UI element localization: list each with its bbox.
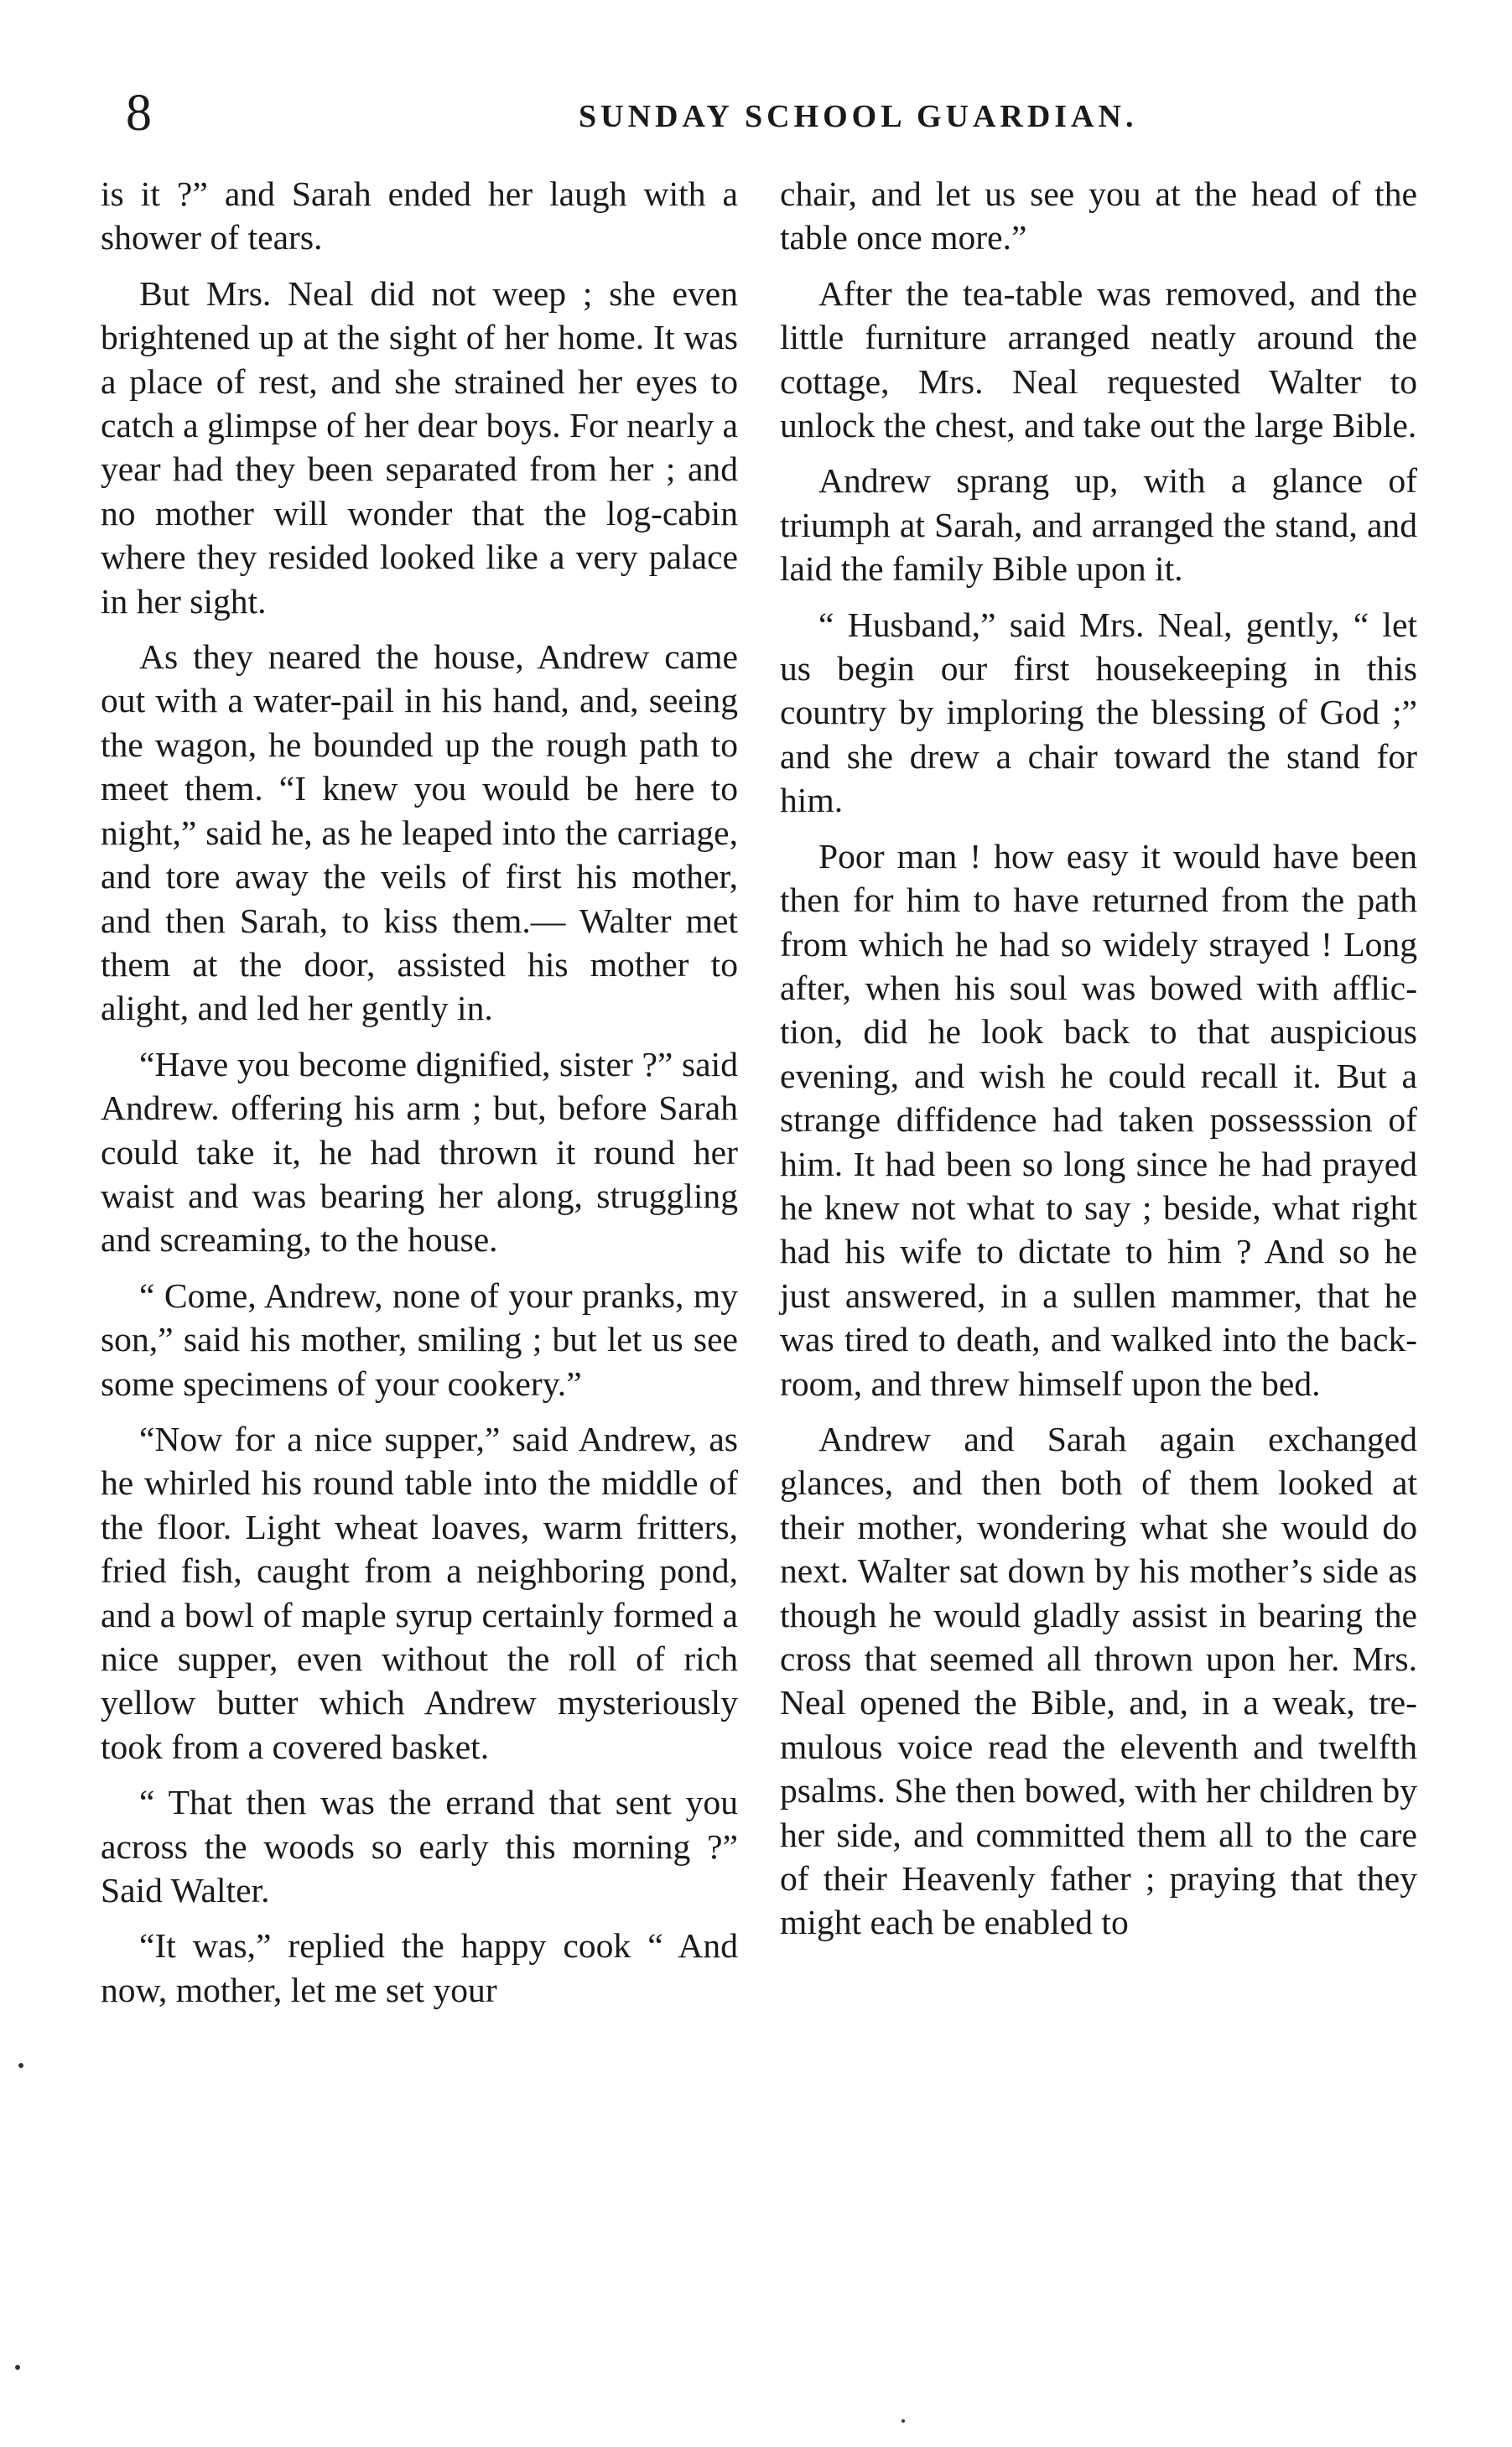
- paragraph: “Now for a nice supper,” said Andrew, as he whirled his round table into the middle of the floor. Light wheat loaves, warm fritters, fried fish, caught from a neighboring pond, and a bowl of maple syrup certainly formed a nice supper, even without the roll of rich yellow butter which Andrew mysteriously took from a covered basket.: [101, 1419, 738, 1766]
- paragraph: Andrew sprang up, with a glance of triumph at Sarah, and arranged the stand, and laid the family Bible upon it.: [780, 461, 1417, 589]
- paragraph: But Mrs. Neal did not weep ; she even brightened up at the sight of her home. It was a place of rest, and she strained her eyes to catch a glimpse of her dear boys. For nearly a year had they been separated from her ; and no mother will wonder that the log-cabin where they resided looked like a very palace in her sight.: [101, 273, 738, 621]
- right-column: [780, 172, 1417, 1956]
- paragraph: “It was,” replied the happy cook “ And now, mother, let me set your: [101, 1926, 738, 2009]
- paragraph: “ That then was the errand that sent you across the woods so early this morning ?” Said Walter.: [101, 1783, 738, 1910]
- paragraph: Andrew and Sarah again exchanged glances, and then both of them looked at their mother, wondering what she would do next. Walter sat down by his mother’s side as though he would gladly assist in bearing the cross that seemed all thrown upon her. Mrs. Neal opened the Bible, and, in a weak, tremulous voice read the eleventh and twelfth psalms. She then bowed, with her children by her side, and committed them all to the care of their Heavenly father ; praying that they might each be enabled to: [780, 1419, 1417, 1942]
- paragraph: chair, and let us see you at the head of the table once more.”: [780, 174, 1417, 257]
- page-number: 8: [126, 85, 152, 142]
- paragraph: “ Come, Andrew, none of your pranks, my son,” said his mother, smiling ; but let us see some specimens of your cookery.”: [101, 1275, 738, 1403]
- print-speck: [18, 2063, 23, 2068]
- paragraph: Poor man ! how easy it would have been then for him to have returned from the path from which he had so widely strayed ! Long after, when his soul was bowed with affliction, did he look back to that auspicious evening, and wish he could recall it. But a strange diffidence had taken possesssion of him. It had been so long since he had prayed he knew not what to say ; beside, what right had his wife to dictate to him ? And so he just answered, in a sullen mammer, that he was tired to death, and walked into the back-room, and threw himself upon the bed.: [780, 836, 1417, 1403]
- paragraph: “Have you become dignified, sister ?” said Andrew. offering his arm ; but, before Sarah could take it, he had thrown it round her waist and was bearing her along, struggling and screaming, to the house.: [101, 1044, 738, 1260]
- page-header: [126, 80, 1434, 155]
- print-speck: [15, 2365, 20, 2370]
- paragraph: As they neared the house, Andrew came out with a water-pail in his hand, and, seeing the wagon, he bounded up the rough path to meet them. “I knew you would be here to night,” said he, as he leaped into the carriage, and tore away the veils of first his mother, and then Sarah, to kiss them.— Walter met them at the door, assisted his mother to alight, and led her gently in.: [101, 637, 738, 1028]
- paragraph: is it ?” and Sarah ended her laugh with a shower of tears.: [101, 174, 738, 257]
- paragraph: “ Husband,” said Mrs. Neal, gently, “ let us begin our first housekeeping in this country by imploring the blessing of God ;” and she drew a chair toward the stand for him.: [780, 605, 1417, 820]
- left-column: [101, 172, 738, 2024]
- paragraph: After the tea-table was removed, and the little furniture arranged neatly around the cottage, Mrs. Neal requested Walter to unlock the chest, and take out the large Bible.: [780, 273, 1417, 445]
- print-speck: [901, 2419, 905, 2423]
- running-title: SUNDAY SCHOOL GUARDIAN.: [579, 99, 1138, 134]
